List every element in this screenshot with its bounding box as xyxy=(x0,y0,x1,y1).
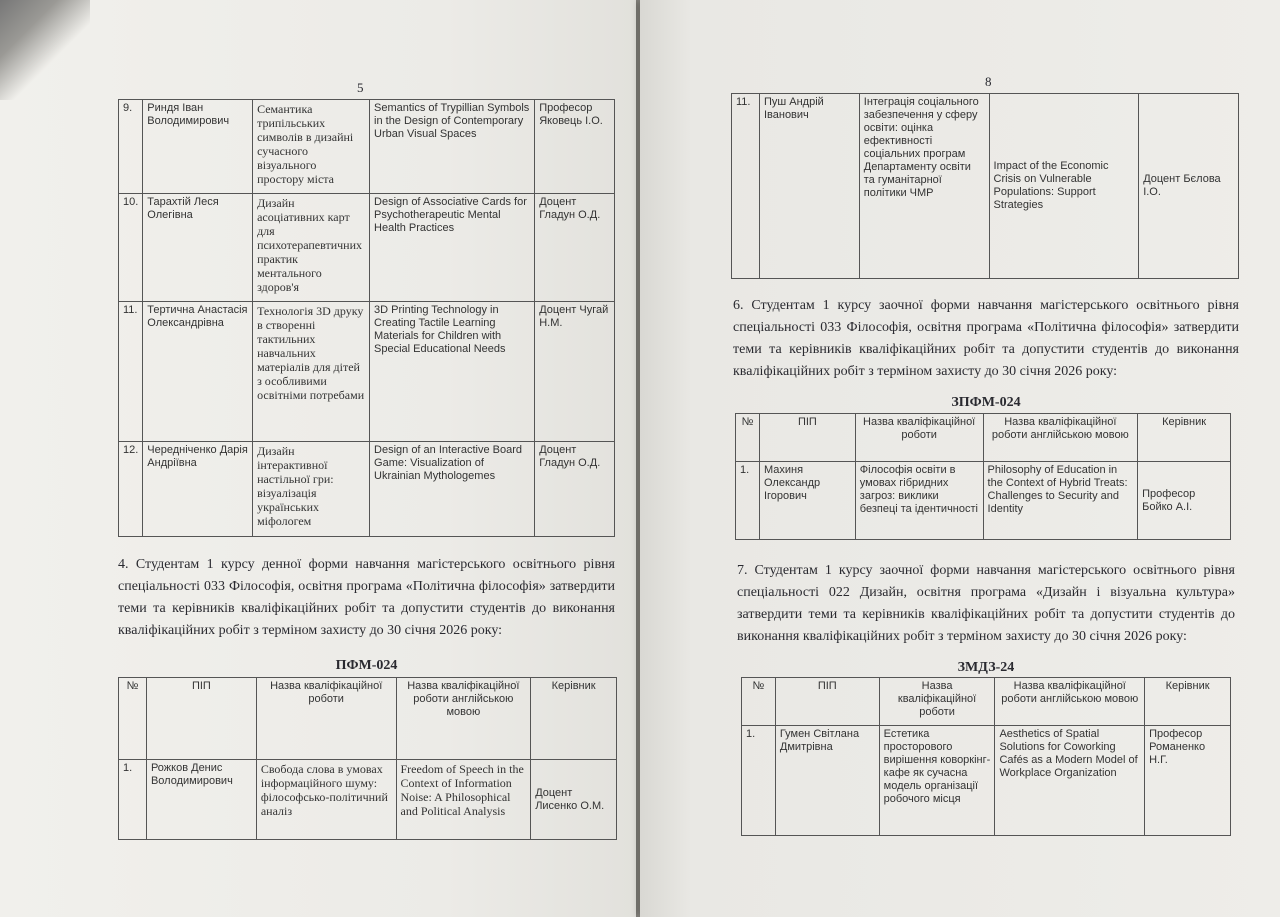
row-number: 1. xyxy=(736,462,760,540)
student-name: Махиня Олександр Ігорович xyxy=(759,462,855,540)
thesis-title-ua: Семантика трипільських символів в дизайні сучасного візуального простору міста xyxy=(253,100,370,194)
table-row xyxy=(119,760,617,840)
student-name: Тертична Анастасія Олександрівна xyxy=(143,302,253,442)
row-number: 12. xyxy=(119,442,143,537)
header-supervisor: Керівник xyxy=(531,678,617,760)
table-row xyxy=(736,462,1231,540)
group-caption: ЗМДЗ-24 xyxy=(957,660,1015,675)
thesis-title-ua: Інтеграція соціального забезпечення у сферу освіти: оцінка ефективності соціальних програм Департаменту освіти та гуманітарної політики ЧМР xyxy=(859,94,989,279)
table-header-row xyxy=(742,678,1231,726)
page-corner-curl xyxy=(0,0,90,100)
thesis-title-en: Impact of the Economic Crisis on Vulnerable Populations: Support Strategies xyxy=(989,94,1139,279)
student-name: Чередніченко Дарія Андріївна xyxy=(143,442,253,537)
header-supervisor: Керівник xyxy=(1145,678,1231,726)
row-number: 11. xyxy=(119,302,143,442)
row-number: 1. xyxy=(119,760,147,840)
supervisor: Доцент Гладун О.Д. xyxy=(535,442,615,537)
header-name: ПІП xyxy=(759,414,855,462)
header-title-en: Назва кваліфікаційної роботи англійською мовою xyxy=(983,414,1138,462)
thesis-table-pfm xyxy=(118,677,617,840)
thesis-title-ua: Дизайн інтерактивної настільної гри: візуалізація українських міфологем xyxy=(253,442,370,537)
row-number: 10. xyxy=(119,194,143,302)
header-title-en: Назва кваліфікаційної роботи англійською мовою xyxy=(396,678,531,760)
thesis-table-zmdz xyxy=(741,677,1231,836)
header-num: № xyxy=(742,678,776,726)
group-caption: ПФМ-024 xyxy=(335,658,398,673)
thesis-title-en: Aesthetics of Spatial Solutions for Coworking Cafés as a Modern Model of Workplace Organization xyxy=(995,726,1145,836)
paragraph-7: 7. Студентам 1 курсу заочної форми навчання магістерського освітнього рівня спеціальності 022 Дизайн, освітня програма «Дизайн і візуальна культура» затвердити теми та керівників кваліфікаційних робіт та допустити студентів до виконання кваліфікаційних робіт з терміном захисту до 30 січня 2026 року: xyxy=(737,563,1235,644)
table-row xyxy=(119,302,615,442)
table-row xyxy=(119,194,615,302)
group-caption: ЗПФМ-024 xyxy=(951,395,1021,410)
thesis-title-en: Design of Associative Cards for Psychotherapeutic Mental Health Practices xyxy=(370,194,535,302)
row-number: 1. xyxy=(742,726,776,836)
row-number: 9. xyxy=(119,100,143,194)
header-name: ПІП xyxy=(775,678,879,726)
thesis-title-ua: Дизайн асоціативних карт для психотерапевтичних практик ментального здоров'я xyxy=(253,194,370,302)
thesis-table-zpfm xyxy=(735,413,1231,540)
supervisor: Професор Бойко А.І. xyxy=(1138,462,1231,540)
table-header-row xyxy=(736,414,1231,462)
header-num: № xyxy=(119,678,147,760)
thesis-title-en: Design of an Interactive Board Game: Visualization of Ukrainian Mythologemes xyxy=(370,442,535,537)
row-number: 11. xyxy=(732,94,760,279)
thesis-title-ua: Технологія 3D друку в створенні тактильних навчальних матеріалів для дітей з особливими освітніми потребами xyxy=(253,302,370,442)
header-supervisor: Керівник xyxy=(1138,414,1231,462)
thesis-title-en: 3D Printing Technology in Creating Tactile Learning Materials for Children with Special Educational Needs xyxy=(370,302,535,442)
thesis-table-continued xyxy=(118,99,615,537)
supervisor: Доцент Лисенко О.М. xyxy=(531,760,617,840)
supervisor: Професор Яковець І.О. xyxy=(535,100,615,194)
student-name: Гумен Світлана Дмитрівна xyxy=(775,726,879,836)
header-name: ПІП xyxy=(146,678,256,760)
left-document-page xyxy=(0,0,636,917)
page-number: 5 xyxy=(357,80,364,95)
table-header-row xyxy=(119,678,617,760)
page-number: 8 xyxy=(985,74,992,89)
supervisor: Доцент Бєлова І.О. xyxy=(1139,94,1239,279)
thesis-title-ua: Свобода слова в умовах інформаційного шуму: філософсько-політичний аналіз xyxy=(256,760,396,840)
header-title-ua: Назва кваліфікаційної роботи xyxy=(879,678,995,726)
thesis-title-en: Philosophy of Education in the Context of Hybrid Treats: Challenges to Security and Identity xyxy=(983,462,1138,540)
student-name: Риндя Іван Володимирович xyxy=(143,100,253,194)
supervisor: Доцент Гладун О.Д. xyxy=(535,194,615,302)
student-name: Пуш Андрій Іванович xyxy=(759,94,859,279)
header-title-en: Назва кваліфікаційної роботи англійською мовою xyxy=(995,678,1145,726)
thesis-title-en: Semantics of Trypillian Symbols in the Design of Contemporary Urban Visual Spaces xyxy=(370,100,535,194)
table-row xyxy=(119,442,615,537)
thesis-table-continued xyxy=(731,93,1239,279)
paragraph-6: 6. Студентам 1 курсу заочної форми навчання магістерського освітнього рівня спеціальності 033 Філософія, освітня програма «Політична філософія» затвердити теми та керівників кваліфікаційних робіт та допустити студентів до виконання кваліфікаційних робіт з терміном захисту до 30 січня 2026 року: xyxy=(733,298,1239,379)
header-title-ua: Назва кваліфікаційної роботи xyxy=(256,678,396,760)
thesis-title-ua: Філософія освіти в умовах гібридних загроз: виклики безпеці та ідентичності xyxy=(855,462,983,540)
paragraph-4: 4. Студентам 1 курсу денної форми навчання магістерського освітнього рівня спеціальності 033 Філософія, освітня програма «Політична філософія» затвердити теми та керівників кваліфікаційних робіт та допустити студентів до виконання кваліфікаційних робіт з терміном захисту до 30 січня 2026 року: xyxy=(118,557,615,638)
thesis-title-ua: Естетика просторового вирішення коворкінг-кафе як сучасна модель організації робочого місця xyxy=(879,726,995,836)
table-row xyxy=(732,94,1239,279)
table-row xyxy=(119,100,615,194)
student-name: Рожков Денис Володимирович xyxy=(146,760,256,840)
table-row xyxy=(742,726,1231,836)
supervisor: Доцент Чугай Н.М. xyxy=(535,302,615,442)
header-num: № xyxy=(736,414,760,462)
thesis-title-en: Freedom of Speech in the Context of Information Noise: A Philosophical and Political Analysis xyxy=(396,760,531,840)
header-title-ua: Назва кваліфікаційної роботи xyxy=(855,414,983,462)
student-name: Тарахтій Леся Олегівна xyxy=(143,194,253,302)
right-document-page xyxy=(640,0,1280,917)
supervisor: Професор Романенко Н.Г. xyxy=(1145,726,1231,836)
